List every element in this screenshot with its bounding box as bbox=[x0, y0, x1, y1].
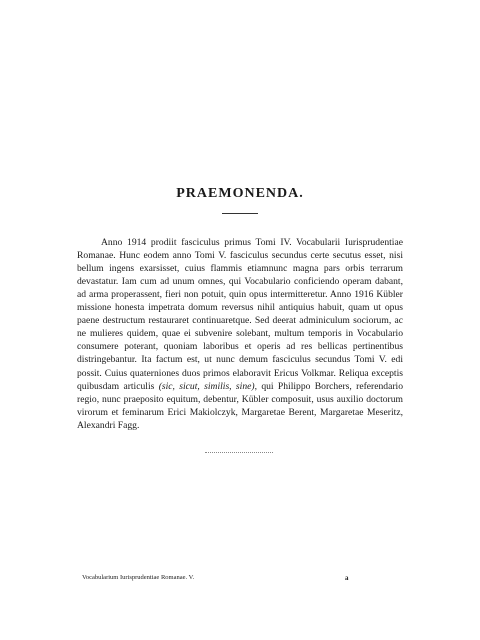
body-text-italic: (sic, sicut, similis, sine) bbox=[158, 380, 255, 392]
page-title: PRAEMONENDA. bbox=[176, 186, 304, 201]
body-text-part-1: Anno 1914 prodiit fasciculus primus Tomi IV. Vocabularii Iurisprudentiae Romanae. Hunc eodem anno Tomi V. fasciculus secundus certe secutus esset, nisi bellum ingens exarsisset, cuius flammis etiamnunc magna pars orbis terrarum devastatur. Iam cum ad unum omnes, qui Vocabulario conficiendo operam dabant, ad arma properassent, fieri non potuit, quin opus intermitteretur. Anno 1916 Kübler missione honesta impetrata domum reversus nihil antiquius habuit, quam ut opus paene destructum restauraret continuaretque. Sed deerat adminiculum sociorum, ac ne mulieres quidem, quae ei subvenire solebant, multum temporis in Vocabulario consumere poterant, quoniam laboribus et operis ad res bellicas pertinentibus distringebantur. Ita factum est, ut nunc demum fasciculus secundus Tomi V. edi possit. Cuius quaterniones duos primos elaboravit Ericus Volkmar. Reliqua exceptis quibusdam articulis bbox=[77, 236, 403, 392]
title-rule bbox=[222, 213, 258, 214]
section-separator bbox=[205, 452, 273, 453]
footer-signature: a bbox=[345, 574, 349, 582]
body-paragraph bbox=[77, 236, 403, 432]
body-text-part-2: , qui Philippo Borchers, referendario regio, nunc praeposito equitum, debentur, Kübler composuit, usus auxilio doctorum virorum et feminarum Erici Makiolczyk, Margaretae Berent, Margaretae Meseritz, Alexandri Fagg. bbox=[77, 380, 403, 431]
footer-running-title: Vocabularium Iurisprudentiae Romanae. V. bbox=[82, 574, 195, 581]
